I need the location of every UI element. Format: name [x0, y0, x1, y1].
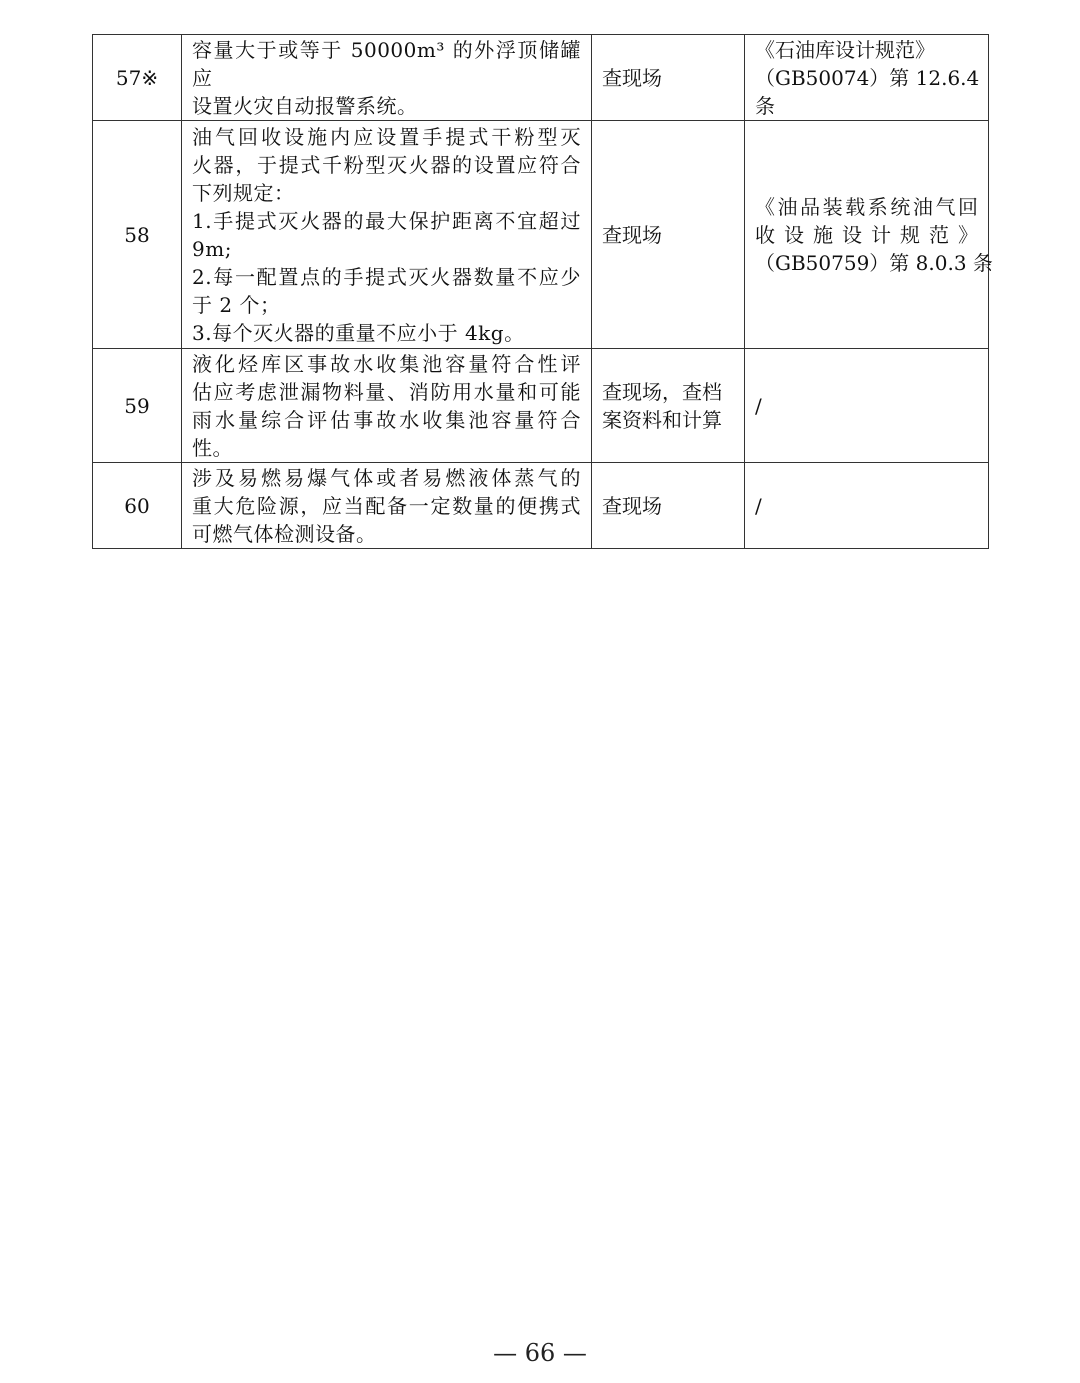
item-number: 60	[93, 463, 182, 549]
content-line: 于 2 个；	[192, 292, 281, 317]
inspection-method	[592, 463, 745, 549]
content-line: 油气回收设施内应设置手提式干粉型灭	[192, 124, 581, 149]
inspection-method	[592, 35, 745, 121]
content-line: 9m;	[192, 236, 232, 261]
content-line: 设置火灾自动报警系统。	[192, 93, 418, 118]
basis-line: /	[755, 393, 762, 418]
table-row	[93, 463, 989, 549]
content-line: 液化烃库区事故水收集池容量符合性评	[192, 351, 581, 376]
basis-line: 条	[755, 93, 775, 118]
table-row	[93, 349, 989, 463]
content-line: 雨水量综合评估事故水收集池容量符合	[192, 407, 581, 432]
basis-line: /	[755, 493, 762, 518]
content-line: 2.每一配置点的手提式灭火器数量不应少	[192, 264, 581, 289]
basis-line: 《石油库设计规范》	[755, 37, 935, 62]
basis-line: 《油品装载系统油气回	[755, 194, 978, 219]
page-number: — 66 —	[493, 1339, 587, 1367]
basis-line: （GB50759）第 8.0.3 条	[755, 250, 993, 275]
content-line: 3.每个灭火器的重量不应小于 4kg。	[192, 320, 525, 345]
content-line: 性。	[192, 435, 233, 460]
content-line: 涉及易燃易爆气体或者易燃液体蒸气的	[192, 465, 581, 490]
regulation-basis	[745, 349, 989, 463]
inspection-content	[182, 349, 592, 463]
item-number: 57※	[93, 35, 182, 121]
item-number: 58	[93, 121, 182, 349]
inspection-table	[92, 34, 993, 549]
content-line: 可燃气体检测设备。	[192, 521, 377, 546]
inspection-content	[182, 121, 592, 349]
table-row	[93, 35, 989, 121]
regulation-basis	[745, 463, 989, 549]
basis-line: 收设施设计规范》	[755, 222, 978, 247]
method-line: 查现场，查档	[602, 379, 722, 404]
method-line: 查现场	[602, 493, 662, 518]
method-line: 查现场	[602, 65, 662, 90]
method-line: 案资料和计算	[602, 407, 722, 432]
content-line: 容量大于或等于 50000m³ 的外浮顶储罐应	[192, 37, 581, 90]
basis-line: （GB50074）第 12.6.4	[755, 65, 980, 90]
content-line: 火器，于提式千粉型灭火器的设置应符合	[192, 152, 581, 177]
content-line: 1.手提式灭火器的最大保护距离不宜超过	[192, 208, 581, 233]
table-row	[93, 121, 989, 349]
content-line: 估应考虑泄漏物料量、消防用水量和可能	[192, 379, 581, 404]
inspection-method	[592, 121, 745, 349]
content-line: 重大危险源，应当配备一定数量的便携式	[192, 493, 581, 518]
inspection-content	[182, 463, 592, 549]
content-line: 下列规定：	[192, 180, 295, 205]
regulation-basis	[745, 121, 993, 349]
method-line: 查现场	[602, 222, 662, 247]
regulation-basis	[745, 35, 989, 121]
inspection-method	[592, 349, 745, 463]
inspection-content	[182, 35, 592, 121]
item-number: 59	[93, 349, 182, 463]
